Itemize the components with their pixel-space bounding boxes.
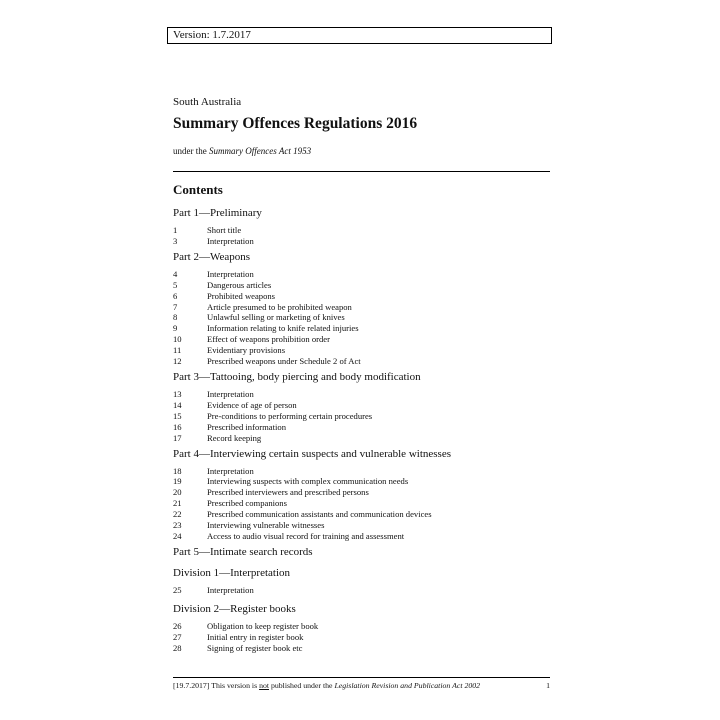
toc-entry-title: Evidentiary provisions (207, 345, 286, 356)
toc-entry-number: 28 (173, 642, 182, 653)
toc-entry-title: Initial entry in register book (207, 631, 304, 642)
toc-entry-number: 19 (173, 476, 182, 487)
toc-entry[interactable] (173, 476, 551, 487)
toc-entry-title: Prescribed interviewers and prescribed persons (207, 487, 369, 498)
toc-part-heading[interactable]: Part 5—Intimate search records (173, 545, 313, 558)
toc-entry[interactable] (173, 621, 551, 632)
contents-heading: Contents (173, 182, 223, 197)
toc-entry-title: Prescribed communication assistants and communication devices (207, 509, 432, 520)
jurisdiction: South Australia (173, 96, 242, 108)
toc-entry-number: 9 (173, 323, 178, 334)
toc-entry-number: 7 (173, 301, 178, 312)
toc-entry-title: Dangerous articles (207, 279, 272, 290)
toc-entry[interactable] (173, 334, 551, 345)
toc-entry-title: Interpretation (207, 388, 254, 399)
toc-entry-number: 3 (173, 235, 178, 246)
toc-division-heading[interactable]: Division 2—Register books (173, 602, 296, 615)
toc-entry[interactable] (173, 520, 551, 531)
toc-entry-title: Prohibited weapons (207, 290, 276, 301)
footer-date: [19.7.2017] (173, 681, 210, 690)
toc-entry-group (173, 269, 551, 367)
footer-not: not (259, 681, 270, 690)
toc-entry[interactable] (173, 356, 551, 367)
toc-part-heading[interactable]: Part 1—Preliminary (173, 207, 262, 219)
toc-entry-title: Article presumed to be prohibited weapon (207, 301, 352, 312)
toc-entry-title: Obligation to keep register book (207, 620, 319, 631)
toc-entry[interactable] (173, 632, 551, 643)
toc-entry[interactable] (173, 280, 551, 291)
toc-entry-title: Interviewing vulnerable witnesses (207, 520, 325, 531)
toc-entry-group (173, 585, 551, 596)
toc-entry-number: 10 (173, 334, 182, 345)
toc-entry-number: 22 (173, 509, 182, 520)
toc-entry[interactable] (173, 466, 551, 477)
toc-entry-title: Interpretation (207, 235, 254, 246)
toc-entry[interactable] (173, 269, 551, 280)
toc-entry-number: 13 (173, 388, 182, 399)
toc-entry[interactable] (173, 643, 551, 654)
page-title: Summary Offences Regulations 2016 (173, 115, 418, 132)
toc-entry-title: Unlawful selling or marketing of knives (207, 312, 345, 323)
toc-entry[interactable] (173, 498, 551, 509)
toc-entry-number: 11 (173, 345, 182, 356)
toc-entry-title: Signing of register book etc (207, 642, 303, 653)
toc-entry-title: Interpretation (207, 268, 254, 279)
toc-entry[interactable] (173, 411, 551, 422)
footer-divider (173, 677, 550, 678)
toc-entry-number: 12 (173, 356, 182, 367)
toc-entry-title: Interpretation (207, 465, 254, 476)
enabling-act-prefix: under the (173, 146, 209, 156)
toc-entry[interactable] (173, 323, 551, 334)
toc-entry-number: 20 (173, 487, 182, 498)
toc-entry-number: 21 (173, 498, 182, 509)
toc-entry-group (173, 389, 551, 444)
footer-note (173, 681, 480, 690)
toc-part-heading[interactable]: Part 4—Interviewing certain suspects and vulnerable witnesses (173, 447, 451, 460)
toc-entry[interactable] (173, 312, 551, 323)
toc-entry-number: 14 (173, 399, 182, 410)
toc-entry-title: Interviewing suspects with complex communication needs (207, 476, 409, 487)
toc-entry[interactable] (173, 225, 551, 236)
footer-text-a: This version is (209, 681, 260, 690)
toc-entry[interactable] (173, 236, 551, 247)
toc-entry-title: Interpretation (207, 584, 254, 595)
toc-entry[interactable] (173, 345, 551, 356)
toc-division-heading[interactable]: Division 1—Interpretation (173, 566, 291, 579)
toc-entry-number: 6 (173, 290, 178, 301)
toc-entry[interactable] (173, 291, 551, 302)
version-box (167, 27, 552, 44)
footer (173, 681, 550, 690)
toc-entry-title: Access to audio visual record for training and assessment (207, 530, 405, 541)
toc-entry-number: 26 (173, 620, 182, 631)
footer-act-name: Legislation Revision and Publication Act 2002 (334, 681, 481, 690)
enabling-act-line (173, 146, 311, 156)
toc-entry[interactable] (173, 302, 551, 313)
toc-entry-title: Prescribed weapons under Schedule 2 of Act (207, 356, 361, 367)
toc-entry-number: 16 (173, 421, 182, 432)
toc-part-heading[interactable]: Part 2—Weapons (173, 250, 251, 263)
toc-entry[interactable] (173, 400, 551, 411)
toc-entry-number: 5 (173, 279, 178, 290)
toc-entry-group (173, 225, 551, 247)
page-number: 1 (546, 681, 550, 690)
table-of-contents (173, 204, 551, 656)
toc-entry[interactable] (173, 487, 551, 498)
toc-entry[interactable] (173, 509, 551, 520)
toc-entry-title: Prescribed information (207, 421, 286, 432)
toc-entry[interactable] (173, 389, 551, 400)
toc-entry-number: 1 (173, 225, 178, 235)
toc-entry-number: 27 (173, 631, 182, 642)
toc-entry-number: 17 (173, 432, 182, 443)
toc-entry[interactable] (173, 531, 551, 542)
toc-entry-title: Information relating to knife related injuries (207, 323, 359, 334)
toc-entry-title: Record keeping (207, 432, 262, 443)
footer-text-b: published under the (269, 681, 335, 690)
top-divider (173, 171, 550, 172)
toc-entry[interactable] (173, 422, 551, 433)
toc-entry-number: 15 (173, 410, 182, 421)
toc-entry-title: Prescribed companions (207, 498, 287, 509)
toc-entry[interactable] (173, 585, 551, 596)
toc-entry-title: Pre-conditions to performing certain procedures (207, 410, 373, 421)
toc-entry-title: Effect of weapons prohibition order (207, 334, 330, 345)
toc-entry-title: Short title (207, 225, 242, 235)
toc-entry-number: 25 (173, 584, 182, 595)
toc-entry-number: 18 (173, 465, 182, 476)
toc-entry-title: Evidence of age of person (207, 399, 297, 410)
toc-entry-number: 23 (173, 520, 182, 531)
toc-entry-group (173, 466, 551, 542)
toc-entry-group (173, 621, 551, 654)
toc-entry[interactable] (173, 433, 551, 444)
enabling-act-name: Summary Offences Act 1953 (209, 146, 312, 156)
toc-entry-number: 24 (173, 530, 182, 541)
toc-entry-number: 4 (173, 268, 178, 279)
toc-entry-number: 8 (173, 312, 178, 323)
toc-part-heading[interactable]: Part 3—Tattooing, body piercing and body modification (173, 370, 421, 383)
version-label: Version: 1.7.2017 (173, 29, 251, 41)
